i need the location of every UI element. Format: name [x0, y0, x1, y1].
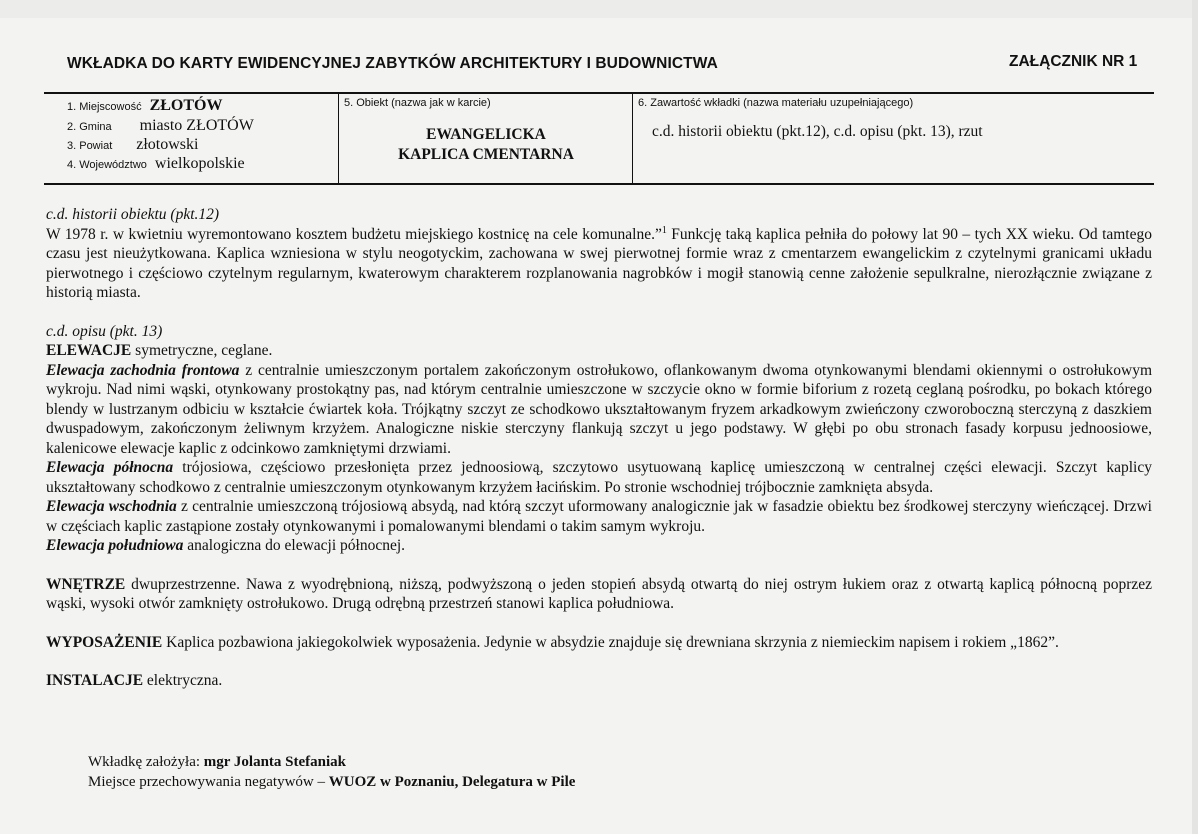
- installations-paragraph: [46, 671, 1152, 691]
- county-label: 3. Powiat: [67, 140, 113, 152]
- north-elevation-label: Elewacja północna: [46, 459, 174, 476]
- storage-label: Miejsce przechowywania negatywów –: [88, 774, 329, 790]
- history-text: Funkcję taką kaplica pełniła do połowy lat 90 – tych XX wieku. Od tamtego czasu jest nieużytkowana. Kaplica wzniesiona w stylu neogotyckim, zachowana w swej pierwotnej formie wraz z cmentarzem ewangelickim z czytelnymi granicami układu pierwotnego i częściowo czytelnym regularnym, kwaterowym charakterem rozplanowania nagrobków i mogił stanowią cenne założenie sepulkralne, nierozłącznie związane z historią miasta.: [46, 225, 1152, 301]
- contents-value: c.d. historii obiektu (pkt.12), c.d. opisu (pkt. 13), rzut: [652, 123, 983, 140]
- elevations-label: ELEWACJE: [46, 342, 132, 359]
- east-elevation-paragraph: [46, 497, 1152, 536]
- document-title: WKŁADKA DO KARTY EWIDENCYJNEJ ZABYTKÓW ARCHITEKTURY I BUDOWNICTWA: [67, 55, 718, 72]
- object-label: 5. Obiekt (nazwa jak w karcie): [344, 97, 491, 109]
- history-paragraph: [46, 225, 1152, 303]
- south-elevation-label: Elewacja południowa: [46, 537, 184, 554]
- location-commune-row: [67, 117, 254, 135]
- storage-location: WUOZ w Poznaniu, Delegatura w Pile: [328, 774, 576, 790]
- county-value: złotowski: [136, 136, 199, 153]
- history-heading: c.d. historii obiektu (pkt.12): [46, 206, 220, 223]
- furnishing-label: WYPOSAŻENIE: [46, 633, 163, 651]
- north-elevation-text: trójosiowa, częściowo przesłonięta przez jednoosiową, szczytowo usytuowaną kaplicę umieszczoną w centralnej części elewacji. Szczyt kaplicy ukształtowany schodkowo z centralnie umieszczonym otynkowanym krzyżem łacińskim. Po stronie wschodniej trójbocznie zamknięta absyda.: [46, 459, 1152, 496]
- south-elevation-paragraph: [46, 536, 1152, 556]
- author-name: mgr Jolanta Stefaniak: [203, 754, 347, 770]
- header-table-divider: [632, 93, 633, 184]
- document-body: [46, 205, 1152, 691]
- elevations-paragraph: [46, 341, 1152, 361]
- commune-value: miasto ZŁOTÓW: [139, 117, 254, 134]
- interior-text: dwuprzestrzenne. Nawa z wyodrębnioną, niższą, podwyższoną o jeden stopień absydą otwartą do niej ostrym łukiem oraz z otwartą kaplicą północną poprzez wąski, wysoki otwór zamknięty ostrołukowo. Drugą odrębną przestrzeń stanowi kaplica południowa.: [46, 575, 1152, 612]
- author-line: [88, 752, 575, 772]
- furnishing-text: Kaplica pozbawiona jakiegokolwiek wyposażenia. Jedynie w absydzie znajduje się drewniana skrzynia z niemieckim napisem i rokiem „1862”.: [162, 633, 1059, 651]
- furnishing-paragraph: [46, 633, 1152, 653]
- interior-label: WNĘTRZE: [46, 575, 126, 593]
- object-name-line: KAPLICA CMENTARNA: [398, 146, 574, 163]
- storage-line: [88, 772, 575, 792]
- annex-number: ZAŁĄCZNIK NR 1: [1009, 53, 1138, 70]
- town-label: 1. Miejscowość: [67, 101, 142, 113]
- author-label: Wkładkę założyła:: [88, 754, 204, 770]
- east-elevation-text: z centralnie umieszczoną trójosiową absydą, nad którą szczyt uformowany analogicznie jak w fasadzie obiektu bez środkowej sterczyny wieńczącej. Drzwi w częściach kaplic zastąpione zostały otynkowanymi i pomalowanymi blendami o takim samym wykroju.: [46, 498, 1152, 535]
- interior-paragraph: [46, 575, 1152, 614]
- west-elevation-text: z centralnie umieszczonym portalem zakończonym ostrołukowo, oflankowanym dwoma otynkowanymi blendami okiennymi o ostrołukowym wykroju. Nad nimi wąski, otynkowany prostokątny pas, nad którym centralnie umieszczone w szczycie okno w formie biforium z rozetą ceglaną pośrodku, po bokach którego blendy w lustrzanym odbiciu w kształcie ćwiartek koła. Trójkątny szczyt ze schodkowo ukształtowanym fryzem arkadkowym zwieńczony czworoboczną sterczyną z daszkiem dwuspadowym, zakończonym żeliwnym krzyżem. Analogiczne niskie sterczyny flankują szczyt u jego podstawy. W głębi po obu stronach fasady korpusu jednoosiowe, kalenicowe elewacje kaplic z odcinkowo zamkniętymi drzwiami.: [46, 361, 1152, 457]
- location-voivodeship-row: [67, 155, 245, 173]
- voivodeship-value: wielkopolskie: [154, 155, 245, 172]
- south-elevation-text: analogiczna do elewacji północnej.: [183, 537, 406, 554]
- installations-label: INSTALACJE: [46, 672, 144, 689]
- west-elevation-label: Elewacja zachodnia frontowa: [46, 361, 240, 379]
- commune-label: 2. Gmina: [67, 121, 112, 133]
- description-heading: c.d. opisu (pkt. 13): [46, 322, 163, 340]
- scan-top-edge: [0, 0, 1198, 18]
- contents-label: 6. Zawartość wkładki (nazwa materiału uzupełniającego): [638, 97, 914, 109]
- elevations-text: symetryczne, ceglane.: [131, 342, 273, 359]
- location-county-row: [67, 136, 198, 154]
- east-elevation-label: Elewacja wschodnia: [46, 498, 177, 515]
- location-town-row: [67, 97, 222, 115]
- header-table-top-rule: [44, 92, 1154, 94]
- header-table-divider: [338, 93, 339, 184]
- voivodeship-label: 4. Województwo: [67, 159, 147, 171]
- document-footer: [88, 752, 575, 792]
- scan-right-edge: [1192, 0, 1198, 834]
- footnote-marker: 1: [661, 224, 667, 236]
- header-table-bottom-rule: [44, 183, 1154, 185]
- object-name: [340, 125, 632, 165]
- installations-text: elektryczna.: [143, 672, 223, 689]
- west-elevation-paragraph: [46, 361, 1152, 459]
- history-text: W 1978 r. w kwietniu wyremontowano kosztem budżetu miejskiego kostnicę na cele komunalne.”: [46, 225, 662, 243]
- town-value: ZŁOTÓW: [149, 97, 223, 114]
- north-elevation-paragraph: [46, 458, 1152, 497]
- object-name-line: EWANGELICKA: [426, 126, 546, 143]
